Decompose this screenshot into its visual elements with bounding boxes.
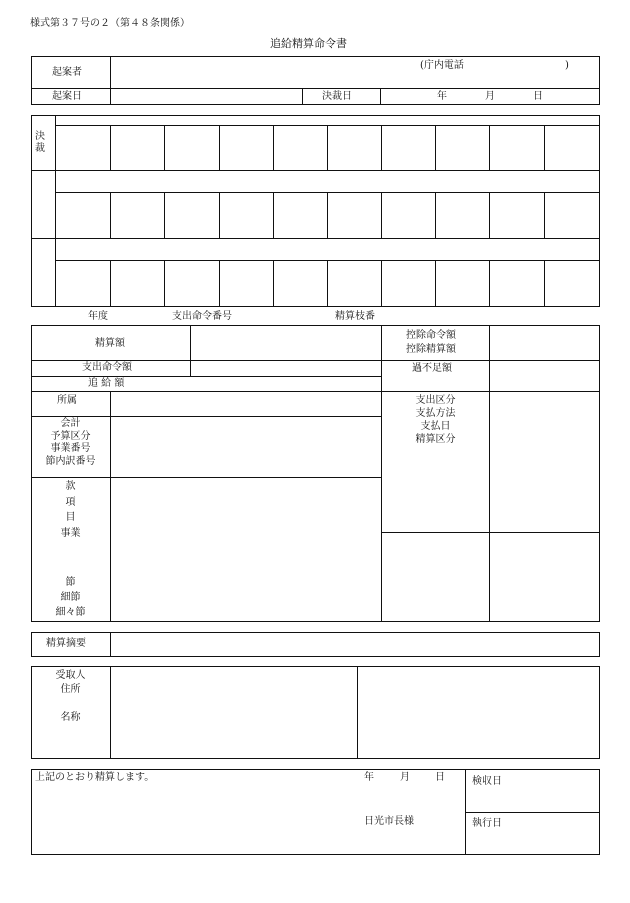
item-labels-bottom (31, 575, 110, 620)
approval-stamp-divider (327, 192, 328, 238)
phone-close-paren: ) (565, 60, 569, 71)
divider (302, 88, 303, 105)
divider (381, 532, 600, 533)
item-kou-label: 項 (65, 496, 76, 508)
approval-stamp-divider (219, 125, 220, 170)
footer-month: 月 (400, 772, 410, 783)
divider (190, 325, 191, 377)
divider (31, 88, 600, 89)
divider (380, 88, 381, 105)
divider (55, 170, 600, 171)
project-number-label: 事業番号 (50, 443, 91, 454)
divider (55, 238, 600, 239)
item-kan-label: 款 (65, 481, 76, 492)
item-setsu-label: 節 (65, 577, 76, 588)
payment-order-number-label: 支出命令番号 (172, 311, 232, 322)
settlement-amount-field[interactable] (192, 327, 379, 359)
phone-label: (庁内電話 (420, 60, 464, 71)
divider (31, 416, 381, 417)
document-title: 追給精算命令書 (270, 37, 347, 50)
item-moku-label: 目 (65, 512, 76, 523)
divider (31, 477, 381, 478)
statement-text: 上記のとおり精算します。 (35, 772, 155, 783)
approval-stamp-divider (219, 192, 220, 238)
settlement-amount-label: 精算額 (95, 338, 125, 349)
accounting-labels (31, 418, 110, 468)
payment-date-label: 支払日 (420, 421, 451, 432)
decision-year: 年 (437, 91, 447, 102)
payment-method-label: 支払方法 (415, 408, 456, 419)
payee-field[interactable] (112, 668, 355, 757)
settlement-category-label: 精算区分 (415, 434, 456, 445)
decision-date-label: 決裁日 (322, 91, 352, 102)
department-field[interactable] (112, 393, 379, 415)
approval-section (31, 115, 600, 307)
form-number: 様式第３７号の２（第４８条関係） (30, 18, 190, 29)
divider (31, 376, 381, 377)
address-label: 住所 (60, 684, 81, 695)
accounting-label: 会計 (60, 418, 81, 429)
inspection-date-label: 検収日 (472, 776, 502, 787)
approval-stamp-divider (435, 192, 436, 238)
divider (31, 391, 381, 392)
approval-stamp-divider (381, 125, 382, 170)
budget-category-label: 予算区分 (50, 430, 91, 442)
mayor-addressee: 日光市長様 (364, 816, 414, 827)
divider (489, 325, 490, 622)
divider (110, 666, 111, 759)
item-saisaisetsu-label: 細々節 (55, 607, 86, 618)
decision-day: 日 (533, 91, 543, 102)
drafter-field[interactable] (112, 58, 412, 86)
approval-stamp-divider (273, 192, 274, 238)
divider (110, 56, 111, 105)
approval-label: 決 裁 (35, 131, 45, 154)
name-label: 名称 (60, 712, 81, 723)
divider (381, 360, 600, 361)
divider (465, 812, 600, 813)
divider (381, 391, 600, 392)
approval-stamp-divider (489, 125, 490, 170)
approval-stamp-divider (544, 192, 545, 238)
divider (55, 115, 56, 307)
draft-date-field[interactable] (112, 90, 300, 104)
item-labels-top (31, 479, 110, 541)
fiscal-year-label: 年度 (88, 311, 108, 322)
approval-stamp-divider (489, 260, 490, 307)
approval-stamp-divider (489, 192, 490, 238)
deduction-settlement-amount-label: 控除精算額 (406, 344, 456, 355)
section-breakdown-number-label: 節内訳番号 (45, 455, 96, 467)
excess-shortage-label: 過不足額 (412, 363, 452, 374)
approval-stamp-divider (381, 192, 382, 238)
approval-stamp-divider (110, 192, 111, 238)
approval-stamp-divider (164, 125, 165, 170)
footer-day: 日 (435, 772, 445, 783)
divider (31, 170, 55, 171)
footer-year: 年 (364, 772, 374, 783)
payment-labels (382, 394, 489, 446)
approval-stamp-divider (110, 260, 111, 307)
approval-stamp-divider (435, 260, 436, 307)
payment-category-label: 支出区分 (415, 395, 456, 406)
item-project-label: 事業 (60, 527, 81, 539)
approval-stamp-divider (327, 125, 328, 170)
approval-stamp-divider (164, 192, 165, 238)
settlement-branch-number-label: 精算枝番 (335, 311, 375, 322)
decision-month: 月 (485, 91, 495, 102)
deduction-order-amount-label: 控除命令額 (406, 330, 456, 341)
summary-label: 精算摘要 (46, 638, 86, 649)
payee-labels (31, 669, 110, 725)
divider (31, 360, 381, 361)
divider (110, 632, 111, 657)
divider (357, 666, 358, 759)
spacer (31, 697, 110, 711)
drafter-label: 起案者 (52, 67, 82, 78)
approval-stamp-divider (273, 260, 274, 307)
item-saisetsu-label: 細節 (60, 592, 81, 603)
department-label: 所属 (57, 395, 77, 406)
approval-stamp-divider (110, 125, 111, 170)
approval-stamp-divider (327, 260, 328, 307)
summary-field[interactable] (112, 634, 598, 655)
draft-date-label: 起案日 (52, 91, 82, 102)
divider (110, 391, 111, 622)
payment-order-amount-label: 支出命令額 (82, 362, 132, 373)
approval-stamp-divider (435, 125, 436, 170)
approval-stamp-divider (381, 260, 382, 307)
divider (381, 325, 382, 622)
supplementary-amount-label: 追 給 額 (88, 378, 125, 389)
approval-stamp-divider (164, 260, 165, 307)
divider (31, 238, 55, 239)
payee-label: 受取人 (55, 670, 86, 681)
approval-stamp-divider (219, 260, 220, 307)
execution-date-label: 執行日 (472, 818, 502, 829)
approval-stamp-divider (544, 125, 545, 170)
approval-stamp-divider (544, 260, 545, 307)
approval-stamp-divider (273, 125, 274, 170)
